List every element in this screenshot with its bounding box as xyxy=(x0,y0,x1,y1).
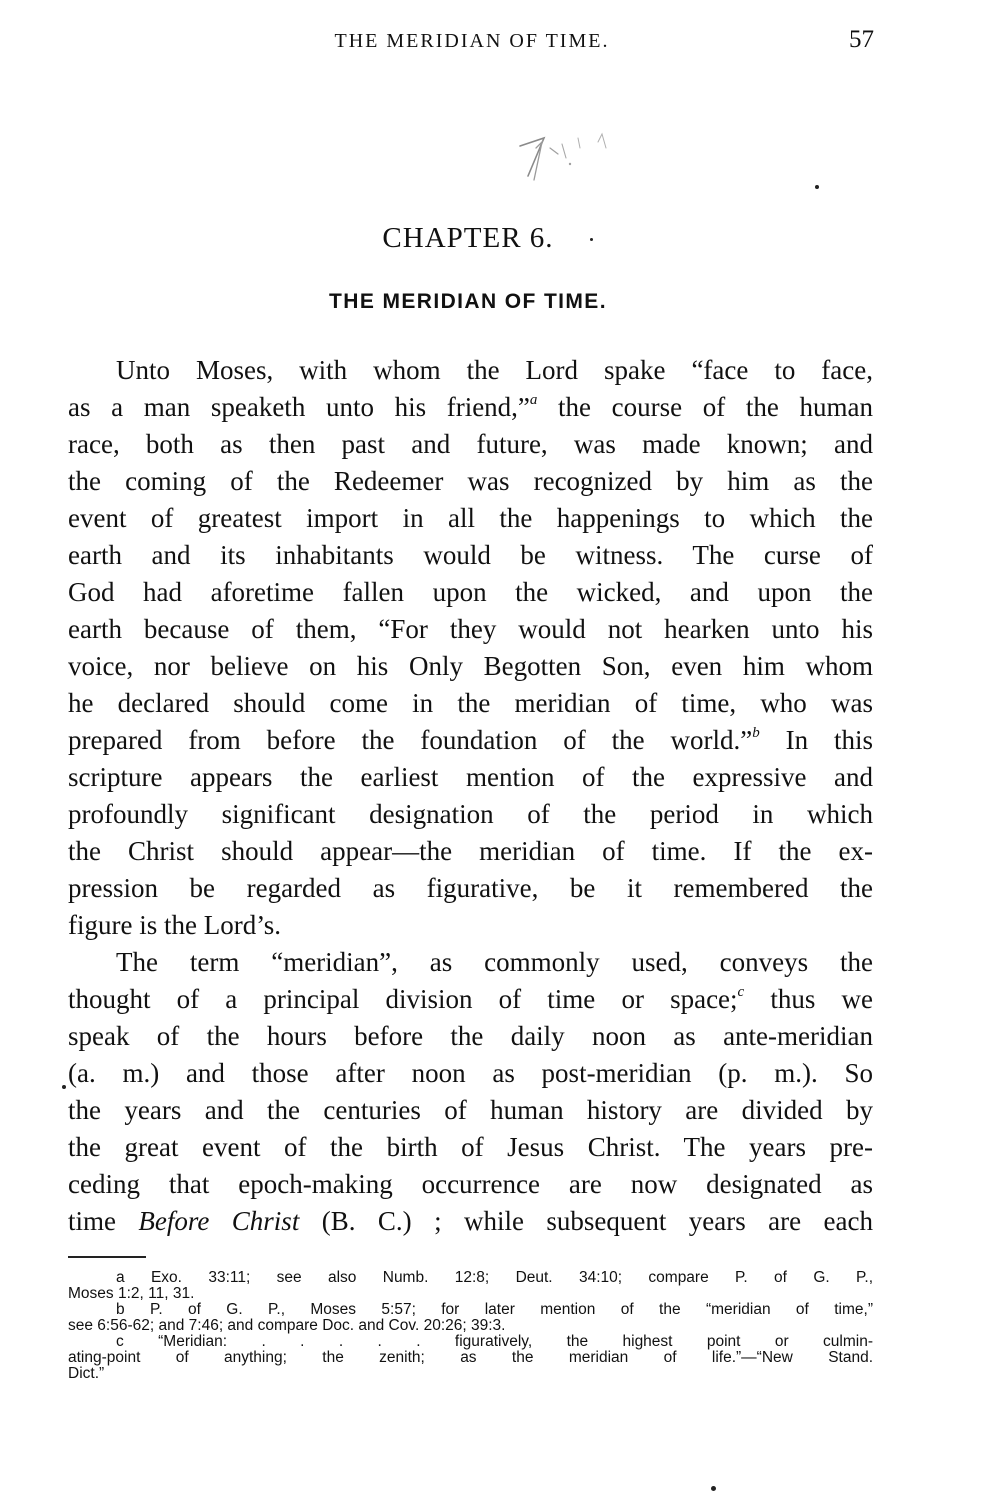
running-head xyxy=(68,28,876,58)
footnote-ref-c: c xyxy=(737,984,745,1000)
text-line: the coming of the Redeemer was recognized by him as the xyxy=(68,466,873,496)
footnote-ref-b: b xyxy=(752,725,760,741)
italic-phrase: Before Christ xyxy=(138,1206,300,1236)
text-line: God had aforetime fallen upon the wicked, and upon the xyxy=(68,577,873,607)
text-span: (B. C.) ; while subsequent years are each xyxy=(299,1206,873,1236)
text-line: earth because of them, “For they would not hearken unto his xyxy=(68,614,873,644)
text-line: he declared should come in the meridian of time, who was xyxy=(68,688,873,718)
footnote-line: see 6:56-62; and 7:46; and compare Doc. and Cov. 20:26; 39:3. xyxy=(68,1317,506,1334)
text-line: profoundly significant designation of the period in which xyxy=(68,799,873,829)
text-line: speak of the hours before the daily noon as ante-meridian xyxy=(68,1021,873,1051)
text-span: the course of the human xyxy=(537,392,873,422)
text-line xyxy=(68,1203,873,1240)
text-line: the Christ should appear—the meridian of time. If the ex- xyxy=(68,836,873,866)
footnote-ref-a: a xyxy=(529,392,538,408)
running-title: THE MERIDIAN OF TIME. xyxy=(334,30,610,52)
ink-speck xyxy=(62,1085,66,1089)
text-line: event of greatest import in all the happenings to which the xyxy=(68,503,873,533)
footnote-divider xyxy=(68,1256,146,1258)
text-line: Unto Moses, with whom the Lord spake “face to face, xyxy=(116,355,873,385)
footnote-line: c “Meridian: . . . . . figuratively, the highest point or culmin- xyxy=(116,1333,873,1350)
pencil-scribble-mark xyxy=(506,124,676,194)
text-line: earth and its inhabitants would be witness. The curse of xyxy=(68,540,873,570)
footnote-line: ating-point of anything; the zenith; as the meridian of life.”—“New Stand. xyxy=(68,1349,873,1366)
text-line: race, both as then past and future, was made known; and xyxy=(68,429,873,459)
text-line xyxy=(68,981,873,1018)
text-span: In this xyxy=(759,725,873,755)
text-span: thus we xyxy=(744,984,873,1014)
ink-speck xyxy=(590,238,593,241)
body-text xyxy=(68,352,873,1240)
footnote-line: a Exo. 33:11; see also Numb. 12:8; Deut. 34:10; compare P. of G. P., xyxy=(116,1269,873,1286)
ink-speck xyxy=(711,1486,716,1491)
text-line: the great event of the birth of Jesus Christ. The years pre- xyxy=(68,1132,873,1162)
page-number: 57 xyxy=(849,26,874,53)
footnotes xyxy=(68,1270,873,1382)
text-span: thought of a principal division of time or space; xyxy=(68,984,738,1014)
text-line: pression be regarded as figurative, be it remembered the xyxy=(68,873,873,903)
text-line: ceding that epoch-making occurrence are now designated as xyxy=(68,1169,873,1199)
text-line: voice, nor believe on his Only Begotten Son, even him whom xyxy=(68,651,873,681)
text-span: time xyxy=(68,1206,139,1236)
footnote-line: Moses 1:2, 11, 31. xyxy=(68,1285,195,1302)
footnote-line: Dict.” xyxy=(68,1365,105,1382)
text-line: The term “meridian”, as commonly used, conveys the xyxy=(116,947,873,977)
text-span: as a man speaketh unto his friend,” xyxy=(68,392,530,422)
text-line xyxy=(68,389,873,426)
chapter-number: CHAPTER 6. xyxy=(382,222,554,254)
text-line: figure is the Lord’s. xyxy=(68,910,281,940)
text-span: prepared from before the foundation of the world.” xyxy=(68,725,753,755)
footnote-line: b P. of G. P., Moses 5:57; for later mention of the “meridian of time,” xyxy=(116,1301,873,1318)
ink-speck xyxy=(815,185,819,189)
text-line: the years and the centuries of human history are divided by xyxy=(68,1095,873,1125)
text-line xyxy=(68,722,873,759)
chapter-title: THE MERIDIAN OF TIME. xyxy=(329,290,607,313)
text-line: scripture appears the earliest mention of the expressive and xyxy=(68,762,873,792)
text-line: (a. m.) and those after noon as post-meridian (p. m.). So xyxy=(68,1058,873,1088)
